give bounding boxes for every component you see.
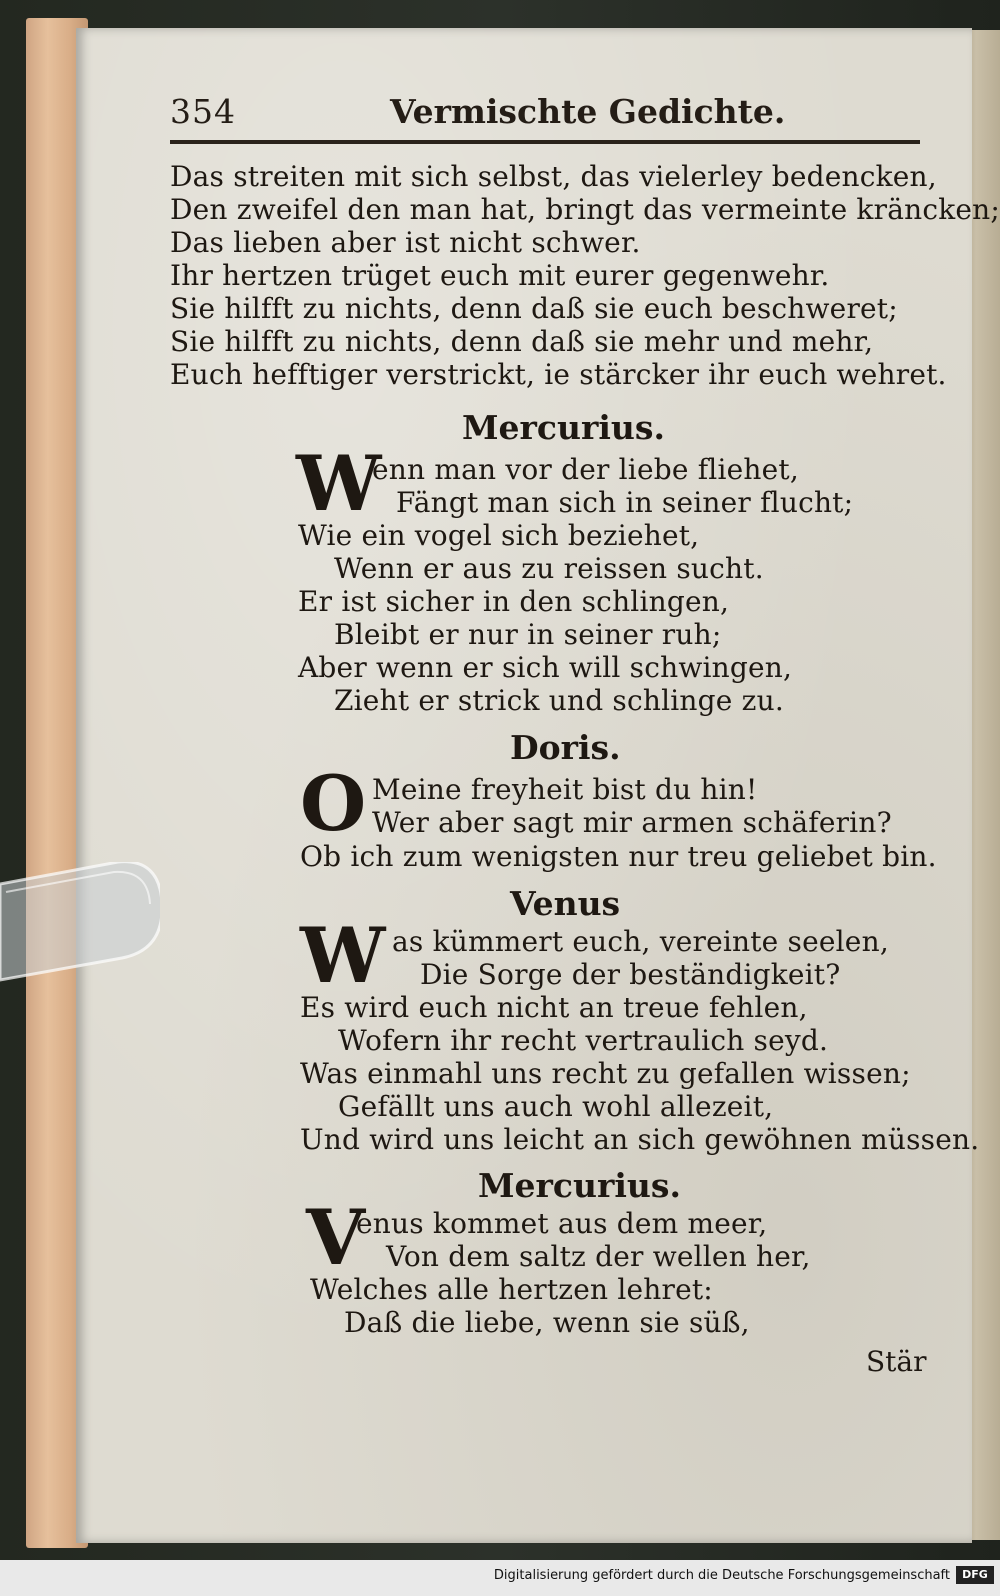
poem-line: Euch hefftiger verstrickt, ie stärcker ihr euch wehret.	[170, 358, 947, 391]
poem-line: Wie ein vogel sich beziehet,	[298, 519, 700, 552]
poem-line: Ob ich zum wenigsten nur treu geliebet bin.	[300, 840, 937, 873]
poem-line: Er ist sicher in den schlingen,	[298, 585, 730, 618]
speaker-heading: Doris.	[510, 728, 621, 767]
footer-bar	[0, 1560, 1000, 1596]
poem-line: Das lieben aber ist nicht schwer.	[170, 226, 641, 259]
poem-line: enus kommet aus dem meer,	[356, 1207, 768, 1240]
poem-line: Sie hilfft zu nichts, denn daß sie euch beschweret;	[170, 292, 898, 325]
poem-line: Die Sorge der beständigkeit?	[420, 958, 841, 991]
poem-line: Daß die liebe, wenn sie süß,	[344, 1306, 750, 1339]
speaker-heading: Mercurius.	[462, 408, 665, 447]
poem-line: as kümmert euch, vereinte seelen,	[392, 925, 889, 958]
poem-line: Welches alle hertzen lehret:	[310, 1273, 713, 1306]
poem-line: Wenn er aus zu reissen sucht.	[334, 552, 764, 585]
poem-line: Bleibt er nur in seiner ruh;	[334, 618, 722, 651]
speaker-heading: Mercurius.	[478, 1166, 681, 1205]
page-holder-icon	[0, 862, 160, 982]
poem-line: Es wird euch nicht an treue fehlen,	[300, 991, 808, 1024]
dfg-logo: DFG	[956, 1566, 994, 1584]
drop-capital: O	[300, 759, 367, 848]
poem-line: Fängt man sich in seiner flucht;	[396, 486, 854, 519]
poem-line: Wer aber sagt mir armen schäferin?	[372, 806, 892, 839]
drop-capital: V	[306, 1193, 365, 1282]
footer-credit: Digitalisierung gefördert durch die Deutsche Forschungsgemeinschaft	[493, 1568, 950, 1583]
poem-line: Aber wenn er sich will schwingen,	[298, 651, 793, 684]
poem-line: Zieht er strick und schlinge zu.	[334, 684, 784, 717]
drop-capital: W	[296, 439, 382, 528]
poem-line: Und wird uns leicht an sich gewöhnen müssen.	[300, 1123, 980, 1156]
catchword: Stär	[866, 1345, 927, 1378]
header-rule	[170, 140, 920, 144]
poem-line: Gefällt uns auch wohl allezeit,	[338, 1090, 774, 1123]
poem-line: Sie hilfft zu nichts, denn daß sie mehr und mehr,	[170, 325, 874, 358]
poem-line: Meine freyheit bist du hin!	[372, 773, 758, 806]
page-header	[170, 84, 920, 144]
poem-line: Ihr hertzen trüget euch mit eurer gegenwehr.	[170, 259, 830, 292]
poem-line: enn man vor der liebe fliehet,	[372, 453, 799, 486]
poem-line: Von dem saltz der wellen her,	[386, 1240, 811, 1273]
poem-line: Den zweifel den man hat, bringt das vermeinte kräncken;	[170, 193, 1000, 226]
running-head: Vermischte Gedichte.	[390, 92, 786, 131]
drop-capital: W	[300, 911, 386, 1000]
page-number: 354	[170, 92, 236, 131]
poem-line: Wofern ihr recht vertraulich seyd.	[338, 1024, 829, 1057]
speaker-heading: Venus	[510, 884, 621, 923]
poem-line: Das streiten mit sich selbst, das vielerley bedencken,	[170, 160, 937, 193]
poem-line: Was einmahl uns recht zu gefallen wissen;	[300, 1057, 911, 1090]
